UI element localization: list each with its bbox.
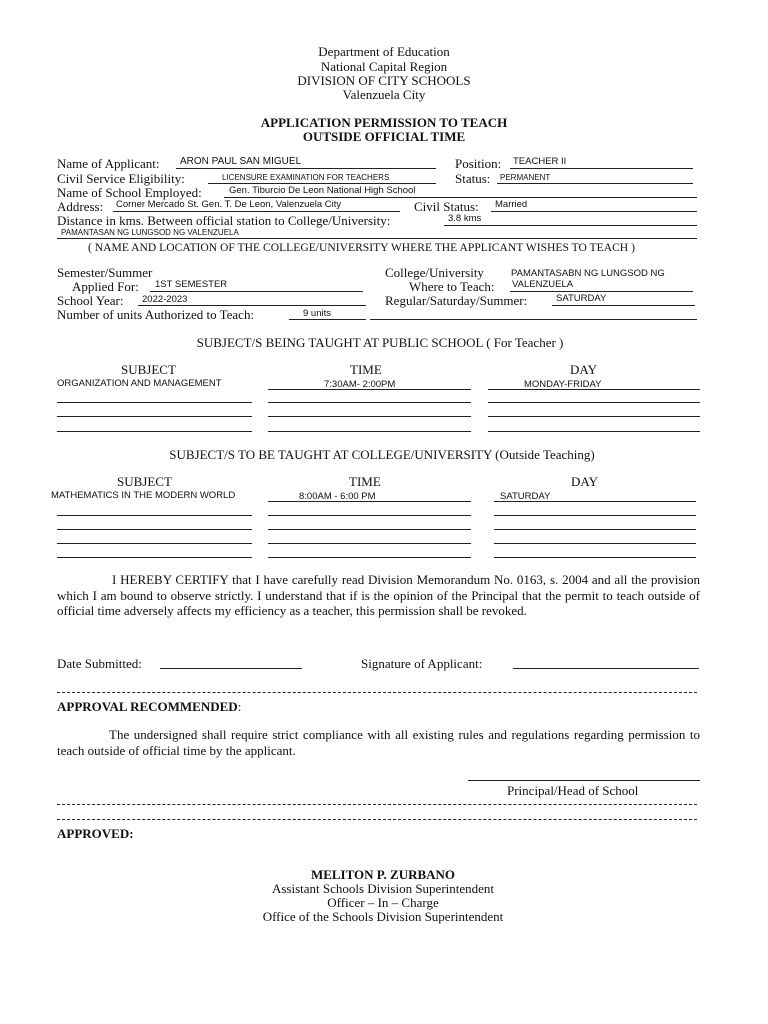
college-subject-line-2 <box>57 515 252 516</box>
approved-label: APPROVED: <box>57 826 134 841</box>
status-line <box>497 183 693 184</box>
semester-label: Semester/Summer <box>57 265 153 280</box>
school-year-line <box>138 305 366 306</box>
school-year-value[interactable]: 2022-2023 <box>142 294 188 305</box>
certification-text: I HEREBY CERTIFY that I have carefully read Division Memorandum No. 0163, s. 2004 and all the provision which I am bound to observe strictly. I understand that if is the opinion of the Principal that the permit to teach outside of official time adversely affects my efficiency as a teacher, this permission shall be revoked. <box>57 572 700 618</box>
distance-label: Distance in kms. Between official station to College/University: <box>57 213 391 228</box>
college-subject-line-3 <box>57 529 252 530</box>
applied-for-label: Applied For: <box>72 279 139 294</box>
public-col-day: DAY <box>570 362 597 377</box>
college-time-line-3 <box>268 529 471 530</box>
eligibility-label: Civil Service Eligibility: <box>57 171 185 186</box>
separator-2 <box>57 804 697 805</box>
status-value[interactable]: PERMANENT <box>500 173 551 182</box>
header-city: Valenzuela City <box>342 87 426 102</box>
signatory-title-3: Office of the Schools Division Superintendent <box>262 909 504 924</box>
public-subject-line-3 <box>57 416 252 417</box>
schedule-label: Regular/Saturday/Summer: <box>385 293 528 308</box>
applicant-name-line <box>176 168 436 169</box>
public-day-line-3 <box>488 416 700 417</box>
public-time-value[interactable]: 7:30AM- 2:00PM <box>324 379 396 390</box>
units-line <box>289 319 366 320</box>
public-time-line-4 <box>268 431 471 432</box>
date-submitted-line[interactable] <box>160 668 302 669</box>
where-label: Where to Teach: <box>409 279 495 294</box>
form-subtitle: OUTSIDE OFFICIAL TIME <box>302 129 466 144</box>
college-subject-value[interactable]: MATHEMATICS IN THE MODERN WORLD <box>51 490 236 501</box>
address-value[interactable]: Corner Mercado St. Gen. T. De Leon, Valenzuela City <box>116 199 342 210</box>
eligibility-line <box>208 183 436 184</box>
public-school-heading: SUBJECT/S BEING TAUGHT AT PUBLIC SCHOOL ( For Teacher ) <box>196 335 564 350</box>
schedule-value[interactable]: SATURDAY <box>556 293 607 304</box>
where-value[interactable]: VALENZUELA <box>512 279 574 290</box>
separator-3 <box>57 819 697 820</box>
applicant-name-label: Name of Applicant: <box>57 156 160 171</box>
position-label: Position: <box>455 156 502 171</box>
college-label: College/University <box>385 265 484 280</box>
status-label: Status: <box>455 171 491 186</box>
college-day-line-2 <box>494 515 696 516</box>
college-value[interactable]: PAMANTASABN NG LUNGSOD NG <box>511 268 665 279</box>
public-subject-line-4 <box>57 431 252 432</box>
public-subject-value[interactable]: ORGANIZATION AND MANAGEMENT <box>57 378 222 389</box>
units-value[interactable]: 9 units <box>303 308 331 319</box>
college-subject-line-5 <box>57 557 252 558</box>
schedule-line <box>552 305 695 306</box>
signatory-title-1: Assistant Schools Division Superintendent <box>271 881 495 896</box>
applied-for-line <box>150 291 363 292</box>
approval-recommended-label: APPROVAL RECOMMENDED: <box>57 699 242 714</box>
college-caption: ( NAME AND LOCATION OF THE COLLEGE/UNIVERSITY WHERE THE APPLICANT WISHES TO TEACH ) <box>88 241 635 254</box>
college-time-line-5 <box>268 557 471 558</box>
civil-status-value[interactable]: Married <box>495 199 528 210</box>
header-department: Department of Education <box>318 44 450 59</box>
address-line <box>113 211 400 212</box>
position-line <box>510 168 693 169</box>
public-time-line-2 <box>268 402 471 403</box>
signature-line[interactable] <box>513 668 699 669</box>
college-day-line-4 <box>494 543 696 544</box>
college-subject-line-4 <box>57 543 252 544</box>
civil-status-line <box>491 211 697 212</box>
public-time-line-3 <box>268 416 471 417</box>
college-col-day: DAY <box>571 474 598 489</box>
college-time-line-2 <box>268 515 471 516</box>
form-title: APPLICATION PERMISSION TO TEACH <box>260 115 508 130</box>
applied-for-value[interactable]: 1ST SEMESTER <box>155 279 228 290</box>
college-name-value[interactable]: PAMANTASAN NG LUNGSOD NG VALENZUELA <box>61 228 239 237</box>
units-label: Number of units Authorized to Teach: <box>57 307 255 322</box>
civil-status-label: Civil Status: <box>414 199 479 214</box>
position-value[interactable]: TEACHER II <box>513 156 567 167</box>
header-region: National Capital Region <box>320 59 448 74</box>
college-day-value[interactable]: SATURDAY <box>500 491 551 502</box>
public-day-line-2 <box>488 402 700 403</box>
public-day-line-4 <box>488 431 700 432</box>
approval-text: The undersigned shall require strict compliance with all existing rules and regulations regarding permission to teach outside of official time by the applicant. <box>57 727 700 758</box>
eligibility-value[interactable]: LICENSURE EXAMINATION FOR TEACHERS <box>222 173 390 182</box>
distance-value[interactable]: 3.8 kms <box>448 213 482 224</box>
where-line <box>510 291 693 292</box>
public-day-value[interactable]: MONDAY-FRIDAY <box>524 379 602 390</box>
signatory-title-2: Officer – In – Charge <box>327 895 439 910</box>
principal-signature-line[interactable] <box>468 780 700 781</box>
school-year-label: School Year: <box>57 293 124 308</box>
public-subject-line-2 <box>57 402 252 403</box>
separator-1 <box>57 692 697 693</box>
college-name-line <box>57 238 697 239</box>
college-day-line-5 <box>494 557 696 558</box>
units-right-line <box>370 319 697 320</box>
college-time-value[interactable]: 8:00AM - 6:00 PM <box>299 491 376 502</box>
school-line <box>224 197 697 198</box>
header-division: DIVISION OF CITY SCHOOLS <box>297 73 471 88</box>
distance-line <box>444 225 697 226</box>
signature-label: Signature of Applicant: <box>361 656 483 671</box>
date-submitted-label: Date Submitted: <box>57 656 142 671</box>
college-teaching-heading: SUBJECT/S TO BE TAUGHT AT COLLEGE/UNIVERSITY (Outside Teaching) <box>169 447 595 462</box>
college-col-subject: SUBJECT <box>117 474 172 489</box>
college-col-time: TIME <box>349 474 381 489</box>
signatory-name: MELITON P. ZURBANO <box>310 867 456 882</box>
school-label: Name of School Employed: <box>57 185 202 200</box>
college-day-line-3 <box>494 529 696 530</box>
school-value[interactable]: Gen. Tiburcio De Leon National High School <box>229 185 416 196</box>
principal-label: Principal/Head of School <box>507 783 639 798</box>
public-col-subject: SUBJECT <box>121 362 176 377</box>
address-label: Address: <box>57 199 104 214</box>
college-time-line-4 <box>268 543 471 544</box>
public-col-time: TIME <box>350 362 382 377</box>
applicant-name-value[interactable]: ARON PAUL SAN MIGUEL <box>180 156 302 167</box>
